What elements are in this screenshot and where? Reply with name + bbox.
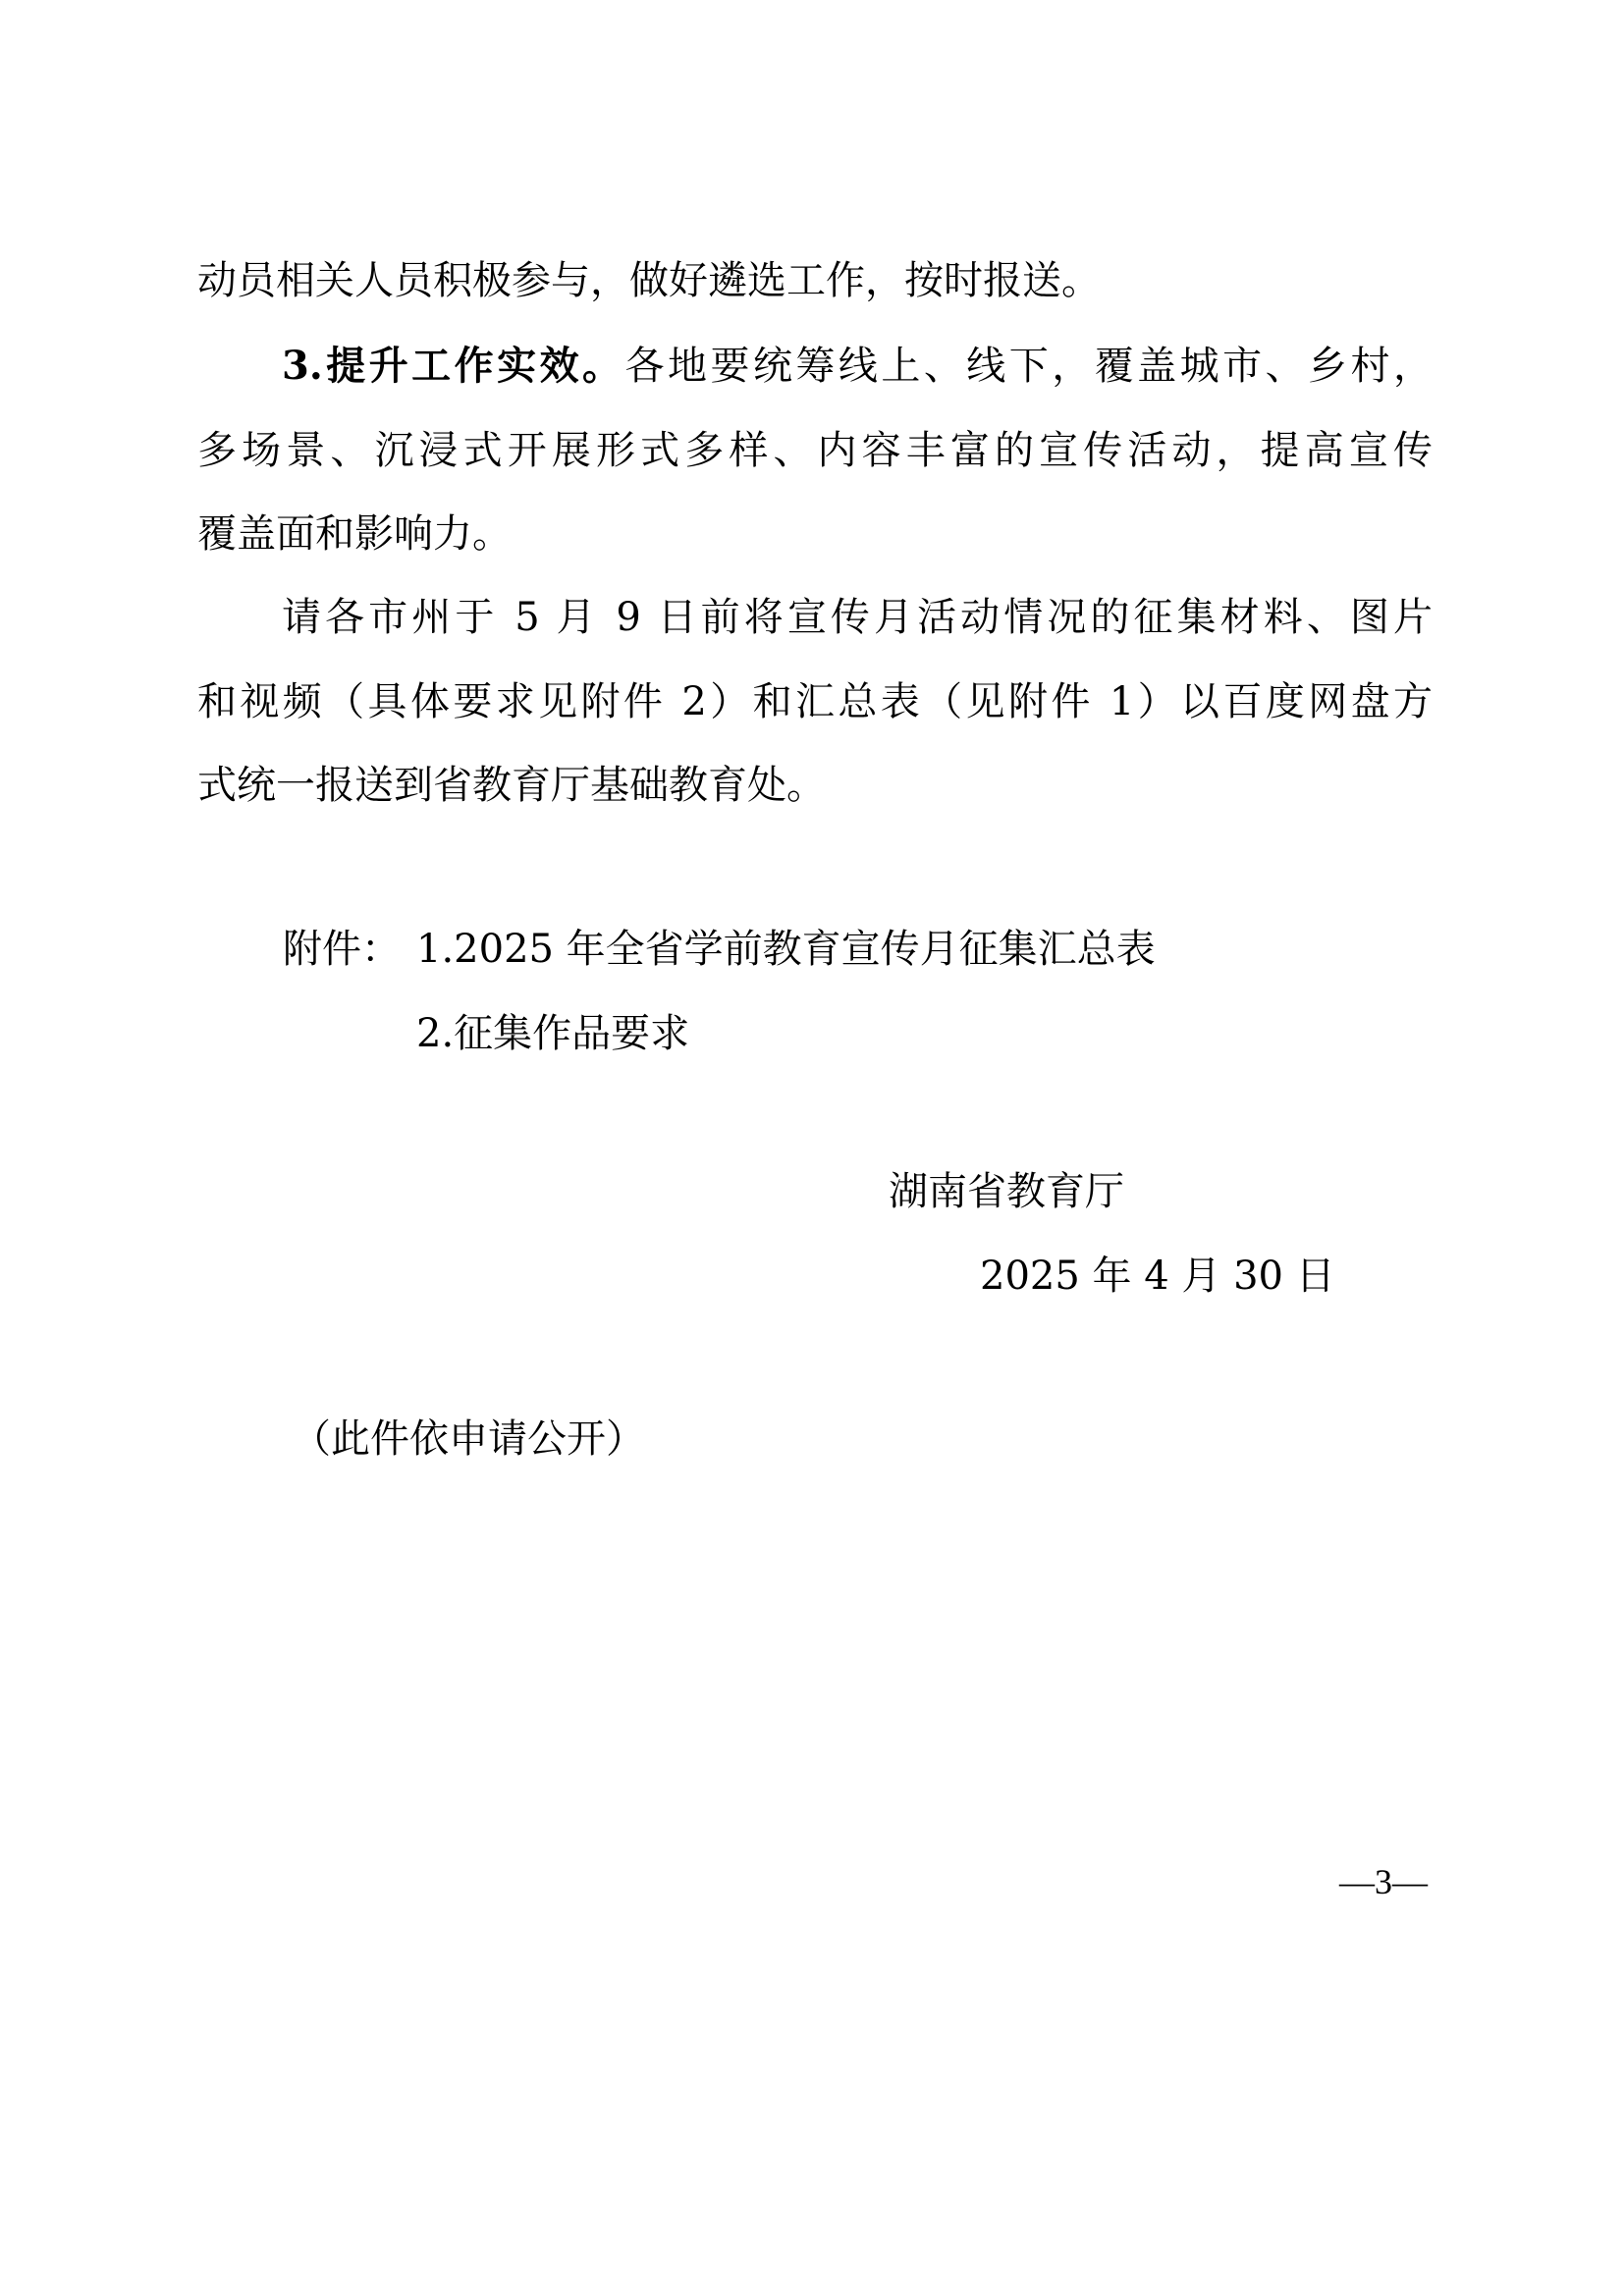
request-line-1: 请各市州于 5 月 9 日前将宣传月活动情况的征集材料、图片 — [282, 595, 1433, 640]
attachment-item-1: 1.2025 年全省学前教育宣传月征集汇总表 — [416, 927, 1156, 972]
item-3-line-2: 多场景、沉浸式开展形式多样、内容丰富的宣传活动，提高宣传 — [197, 428, 1433, 473]
issue-date: 2025 年 4 月 30 日 — [980, 1254, 1335, 1299]
request-line-2: 和视频（具体要求见附件 2）和汇总表（见附件 1）以百度网盘方 — [197, 679, 1433, 724]
attachment-item-2: 2.征集作品要求 — [416, 1011, 690, 1056]
disclosure-note: （此件依申请公开） — [292, 1416, 645, 1462]
page-number: —3— — [1339, 1862, 1428, 1901]
body-line-1: 动员相关人员积极参与，做好遴选工作，按时报送。 — [197, 258, 1101, 303]
item-3-line-3: 覆盖面和影响力。 — [197, 511, 512, 557]
attachments-label: 附件： — [283, 927, 401, 972]
item-3-lead: 3.提升工作实效。 — [282, 343, 625, 389]
item-3-line-1-text: 各地要统筹线上、线下，覆盖城市、乡村， — [624, 344, 1434, 389]
issuer-name: 湖南省教育厅 — [889, 1169, 1124, 1214]
item-3-line-1 — [282, 341, 1433, 392]
request-line-3: 式统一报送到省教育厅基础教育处。 — [197, 763, 826, 808]
